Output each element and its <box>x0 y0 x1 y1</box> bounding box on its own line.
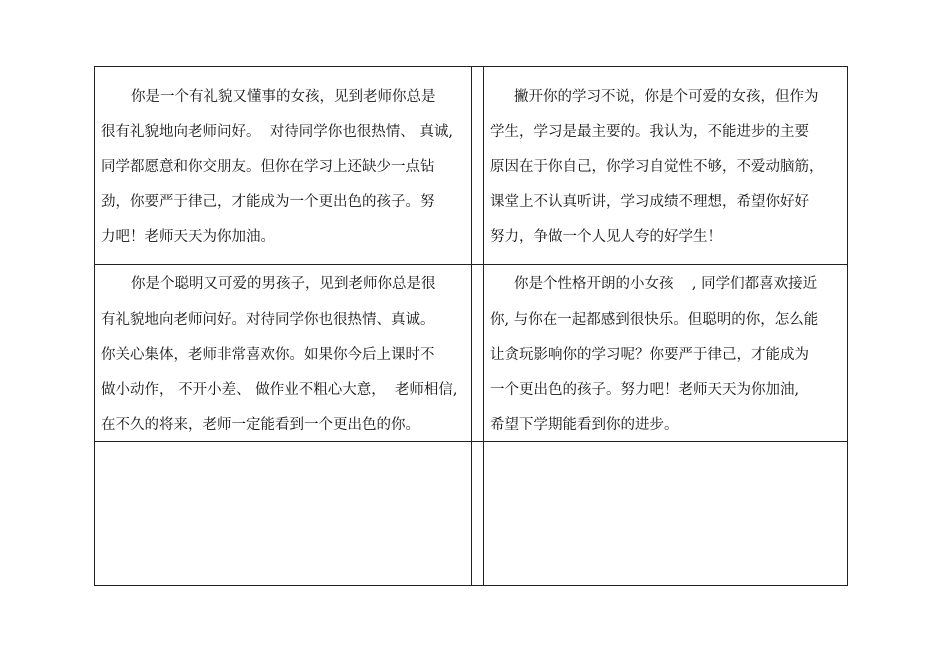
comment-1-line-4: 劲，你要严于律己，才能成为一个更出色的孩子。努 <box>101 194 435 210</box>
comment-3-line-4: 做小动作， 不开小差、 做作业不粗心大意， 老师相信, <box>101 382 458 398</box>
comment-2-line-1: 撇开你的学习不说，你是个可爱的女孩，但作为 <box>514 89 819 105</box>
comment-3-line-2: 有礼貌地向老师问好。对待同学你也很热情、真诚。 <box>101 312 435 328</box>
comment-4-line-4: 一个更出色的孩子。努力吧！老师天天为你加油, <box>490 382 800 398</box>
comment-4-line-5: 希望下学期能看到你的进步。 <box>490 417 679 433</box>
empty-cell-right <box>484 442 847 585</box>
comment-2-line-3: 原因在于你自己，你学习自觉性不够，不爱动脑筋， <box>490 159 824 175</box>
comment-4-line-1: 你是个性格开朗的小女孩 , 同学们都喜欢接近 <box>514 276 818 292</box>
empty-cell-left <box>95 442 471 585</box>
comment-3-line-3: 你关心集体，老师非常喜欢你。如果你今后上课时不 <box>101 347 435 363</box>
table-column-divider-left <box>471 66 472 586</box>
comment-1-line-5: 力吧！老师天天为你加油。 <box>101 229 275 245</box>
comment-2-line-5: 努力，争做一个人见人夸的好学生！ <box>490 229 722 245</box>
comment-3-line-5: 在不久的将来，老师一定能看到一个更出色的你。 <box>101 417 420 433</box>
comment-1-line-2: 很有礼貌地向老师问好。 对待同学你也很热情、 真诚, <box>101 124 453 140</box>
comment-2-line-4: 课堂上不认真听讲，学习成绩不理想，希望你好好 <box>490 194 809 210</box>
table-border-right <box>847 66 848 586</box>
comment-4-line-3: 让贪玩影响你的学习呢？你要严于律己，才能成为 <box>490 347 809 363</box>
comment-1-line-3: 同学都愿意和你交朋友。但你在学习上还缺少一点钻 <box>101 159 435 175</box>
comment-1-line-1: 你是一个有礼貌又懂事的女孩，见到老师你总是 <box>131 89 436 105</box>
comment-4-line-2: 你, 与你在一起都感到很快乐。但聪明的你，怎么能 <box>490 312 819 328</box>
comment-3-line-1: 你是个聪明又可爱的男孩子，见到老师你总是很 <box>131 276 436 292</box>
comment-2-line-2: 学生，学习是最主要的。我认为，不能进步的主要 <box>490 124 809 140</box>
